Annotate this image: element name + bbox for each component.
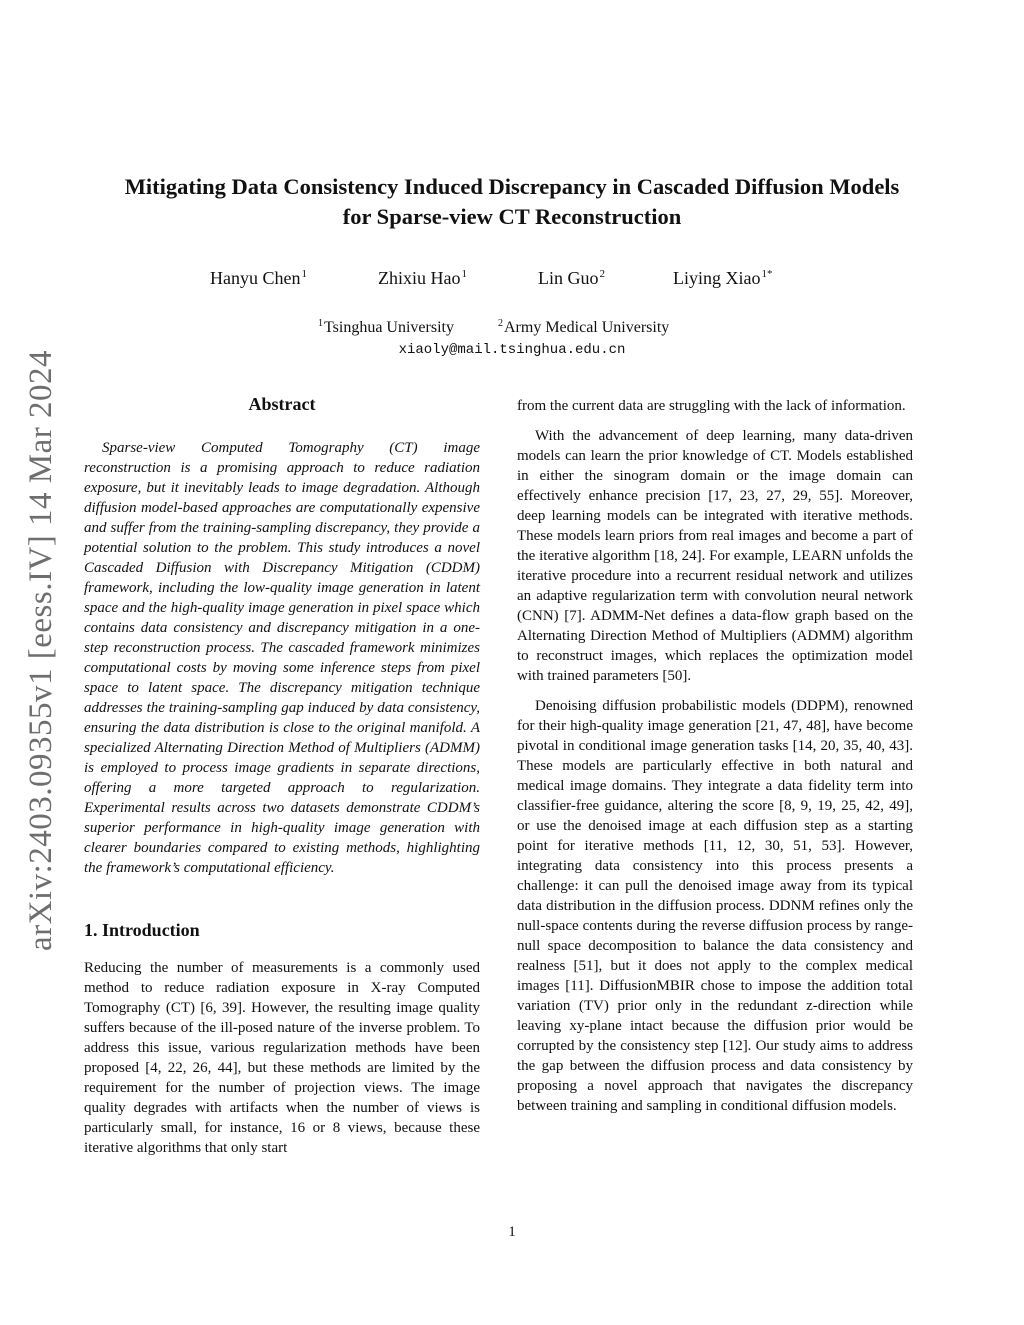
affil-name: Tsinghua University (324, 319, 454, 336)
affiliation (498, 318, 669, 337)
paper-title (60, 172, 964, 232)
affil-mark: 2 (498, 318, 503, 329)
intro-paragraph: Denoising diffusion probabilistic models (DDPM), renowned for their high-quality image generation [21, 47, 48], have become pivotal in conditional image generation tasks [14, 20, 35, 40, 43]. These models are particularly effective in both natural and medical image domains. They integrate a data fidelity term into classifier-free guidance, altering the score [8, 9, 19, 25, 42, 49], or use the denoised image at each diffusion step as a starting point for iterative methods [11, 12, 30, 51, 53]. However, integrating data consistency into this process presents a challenge: it can pull the denoised image away from its typical data distribution in the diffusion process. DDNM refines only the null-space contents during the reverse diffusion process by range-null space decomposition to balance the data consistency and realness [51], but it does not apply to the complex medical images [11]. DiffusionMBIR chose to impose the addition total variation (TV) prior only in the redundant z-direction while leaving xy-plane intact because the diffusion prior would be corrupted by the consistency step [12]. Our study aims to address the gap between the diffusion process and data consistency by proposing a novel approach that navigates the discrepancy between training and sampling in conditional diffusion models. (517, 698, 913, 1114)
intro-paragraph: Reducing the number of measurements is a commonly used method to reduce radiation exposure in X-ray Computed Tomography (CT) [6, 39]. However, the resulting image quality suffers because of the ill-posed nature of the inverse problem. To address this issue, various regularization methods have been proposed [4, 22, 26, 44], but these methods are limited by the requirement for the number of projection views. The image quality degrades with artifacts when the number of views is particularly small, for instance, 16 or 8 views, because these iterative algorithms that only start (84, 960, 480, 1156)
author-affil-mark: 2 (599, 268, 605, 280)
author-name: Hanyu Chen (210, 268, 301, 288)
affil-mark: 1 (318, 318, 323, 329)
right-column (517, 396, 913, 1126)
title-line-1: Mitigating Data Consistency Induced Discrepancy in Cascaded Diffusion Models (124, 174, 900, 199)
author (378, 268, 467, 289)
author-affil-mark: 1 (461, 268, 467, 280)
affiliation (318, 318, 454, 337)
abstract-text: Sparse-view Computed Tomography (CT) image reconstruction is a promising approach to reduce radiation exposure, but it inevitably leads to image degradation. Although diffusion model-based approaches are computationally expensive and suffer from the training-sampling discrepancy, they provide a potential solution to the problem. This study introduces a novel Cascaded Diffusion with Discrepancy Mitigation (CDDM) framework, including the low-quality image generation in latent space and the high-quality image generation in pixel space which contains data consistency and discrepancy mitigation in a one-step reconstruction process. The cascaded framework minimizes computational costs by moving some inference steps from pixel space to latent space. The discrepancy mitigation technique addresses the training-sampling gap induced by data consistency, ensuring the data distribution is close to the original manifold. A specialized Alternating Direction Method of Multipliers (ADMM) is employed to process image gradients in separate directions, offering a more targeted approach to regularization. Experimental results across two datasets demonstrate CDDM’s superior performance in high-quality image generation with clearer boundaries compared to existing methods, highlighting the framework’s computational efficiency. (84, 440, 480, 876)
intro-paragraph: from the current data are struggling with the lack of information. (517, 398, 906, 414)
author-name: Liying Xiao (673, 268, 761, 288)
author-list (0, 268, 1024, 298)
author (673, 268, 773, 289)
arxiv-sidebar-stamp (22, 345, 62, 955)
left-column (84, 392, 480, 1168)
page-number: 1 (508, 1224, 516, 1240)
author (210, 268, 307, 289)
intro-paragraph: With the advancement of deep learning, many data-driven models can learn the prior knowledge of CT. Models established in either the sinogram domain or the image domain can effectively enhance precision [17, 23, 27, 29, 55]. Moreover, deep learning models can be integrated with iterative methods. These models learn priors from real images and become a part of the iterative algorithm [18, 24]. For example, LEARN unfolds the iterative procedure into a recurrent residual network and utilizes an adaptive regularization term with convolution neural network (CNN) [7]. ADMM-Net defines a data-flow graph based on the Alternating Direction Method of Multipliers (ADMM) algorithm to reconstruct images, which replaces the optimization model with trained parameters [50]. (517, 428, 913, 684)
author-affil-mark: 1* (761, 268, 773, 280)
author-name: Lin Guo (538, 268, 599, 288)
author (538, 268, 605, 289)
author-name: Zhixiu Hao (378, 268, 461, 288)
affil-name: Army Medical University (504, 319, 670, 336)
section-heading-introduction: 1. Introduction (84, 920, 200, 940)
title-line-2: for Sparse-view CT Reconstruction (342, 204, 682, 229)
author-affil-mark: 1 (301, 268, 307, 280)
contact-email: xiaoly@mail.tsinghua.edu.cn (398, 342, 626, 358)
arxiv-id-text: arXiv:2403.09355v1 [eess.IV] 14 Mar 2024 (23, 349, 60, 951)
abstract-heading: Abstract (248, 394, 316, 414)
affiliations (0, 318, 1024, 340)
